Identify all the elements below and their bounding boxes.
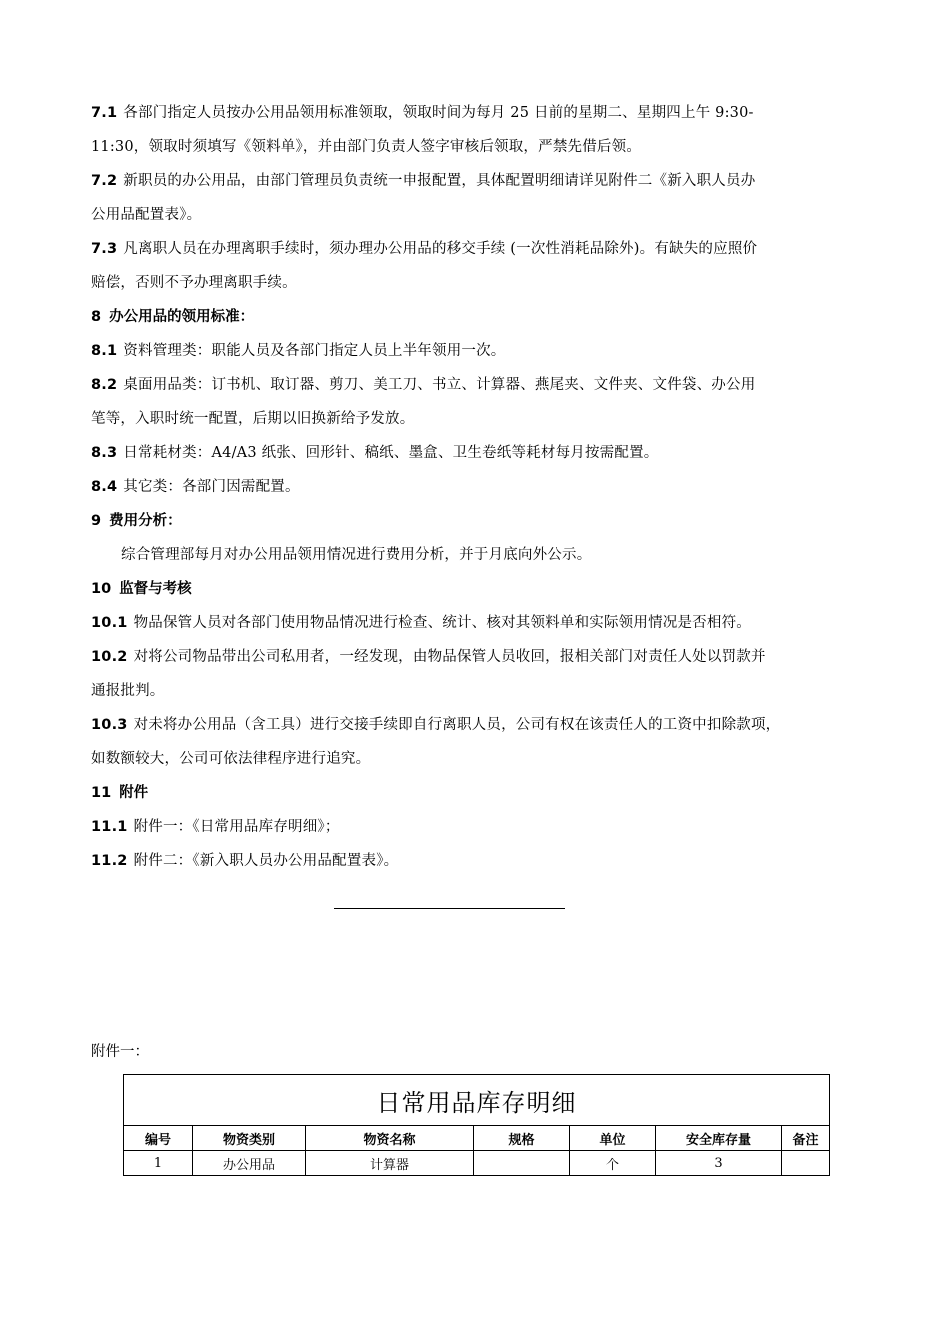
clause-7-3 [91,232,861,266]
clause-7-2 [91,164,861,198]
section-title: 费用分析： [109,513,182,529]
clause-8-2 [91,368,861,402]
clause-number: 10.3 [91,717,128,733]
clause-10-2-cont: 通报批判。 [91,683,165,699]
section-heading-8 [91,300,861,334]
clause-8-4 [91,470,861,504]
clause-number: 8.3 [91,445,118,461]
clause-10-3-cont: 如数额较大，公司可依法律程序进行追究。 [91,751,371,767]
table-header-row [124,1126,830,1151]
clause-11-2 [91,844,861,878]
table-cell: 1 [124,1151,193,1176]
column-header: 备注 [782,1126,830,1151]
clause-text: 桌面用品类：订书机、取订器、剪刀、美工刀、书立、计算器、燕尾夹、文件夹、文件袋、办公用 [123,377,756,393]
table-cell: 办公用品 [193,1151,306,1176]
table-title: 日常用品库存明细 [124,1075,830,1126]
clause-8-3 [91,436,861,470]
clause-number: 7.2 [91,173,118,189]
document-body [91,96,861,878]
table-cell [474,1151,570,1176]
clause-text: 附件二：《新入职人员办公用品配置表》。 [133,853,399,869]
column-header: 单位 [570,1126,656,1151]
clause-number: 11.2 [91,853,128,869]
section-number: 8 [91,309,102,325]
clause-8-1 [91,334,861,368]
clause-number: 11.1 [91,819,128,835]
clause-text: 新职员的办公用品，由部门管理员负责统一申报配置，具体配置明细请详见附件二《新入职人员办 [123,173,756,189]
clause-8-2-cont: 笔等，入职时统一配置，后期以旧换新给予发放。 [91,411,415,427]
section-number: 11 [91,785,112,801]
clause-10-2 [91,640,861,674]
clause-number: 8.2 [91,377,118,393]
clause-7-2-cont: 公用品配置表》。 [91,207,202,223]
clause-text: 附件一：《日常用品库存明细》； [133,819,340,835]
clause-text: 对未将办公用品（含工具）进行交接手续即自行离职人员，公司有权在该责任人的工资中扣除款项， [133,717,781,733]
section-heading-10 [91,572,861,606]
inventory-table [123,1074,830,1176]
clause-text: 物品保管人员对各部门使用物品情况进行检查、统计、核对其领料单和实际领用情况是否相符。 [133,615,751,631]
table-cell: 计算器 [306,1151,474,1176]
end-divider [334,908,565,909]
section-title: 办公用品的领用标准： [109,309,255,325]
column-header: 物资类别 [193,1126,306,1151]
section-number: 9 [91,513,102,529]
clause-11-1 [91,810,861,844]
clause-text: 各部门指定人员按办公用品领用标准领取，领取时间为每月 25 日前的星期二、星期四上午 9:30- [123,105,754,121]
section-number: 10 [91,581,112,597]
column-header: 安全库存量 [656,1126,782,1151]
clause-text: 凡离职人员在办理离职手续时，须办理办公用品的移交手续 (一次性消耗品除外)。有缺失的应照价 [123,241,758,257]
table-cell: 3 [656,1151,782,1176]
attachment-label: 附件一： [91,1044,149,1060]
clause-text: 日常耗材类：A4/A3 纸张、回形针、稿纸、墨盒、卫生卷纸等耗材每月按需配置。 [123,445,659,461]
clause-7-1 [91,96,861,130]
table-cell [782,1151,830,1176]
section-heading-11 [91,776,861,810]
clause-10-3 [91,708,861,742]
clause-10-1 [91,606,861,640]
clause-number: 7.1 [91,105,118,121]
clause-text: 对将公司物品带出公司私用者，一经发现，由物品保管人员收回，报相关部门对责任人处以罚款并 [133,649,766,665]
section-heading-9 [91,504,861,538]
clause-7-3-cont: 赔偿，否则不予办理离职手续。 [91,275,297,291]
column-header: 编号 [124,1126,193,1151]
clause-number: 8.1 [91,343,118,359]
clause-text: 其它类：各部门因需配置。 [123,479,300,495]
column-header: 物资名称 [306,1126,474,1151]
clause-number: 10.1 [91,615,128,631]
paragraph-9: 综合管理部每月对办公用品领用情况进行费用分析，并于月底向外公示。 [121,547,592,563]
clause-number: 8.4 [91,479,118,495]
clause-number: 10.2 [91,649,128,665]
table-cell: 个 [570,1151,656,1176]
clause-text: 资料管理类：职能人员及各部门指定人员上半年领用一次。 [123,343,506,359]
clause-number: 7.3 [91,241,118,257]
clause-7-1-cont: 11:30，领取时须填写《领料单》，并由部门负责人签字审核后领取，严禁先借后领。 [91,139,642,155]
table-row [124,1151,830,1176]
section-title: 监督与考核 [119,581,192,597]
section-title: 附件 [119,785,149,801]
column-header: 规格 [474,1126,570,1151]
